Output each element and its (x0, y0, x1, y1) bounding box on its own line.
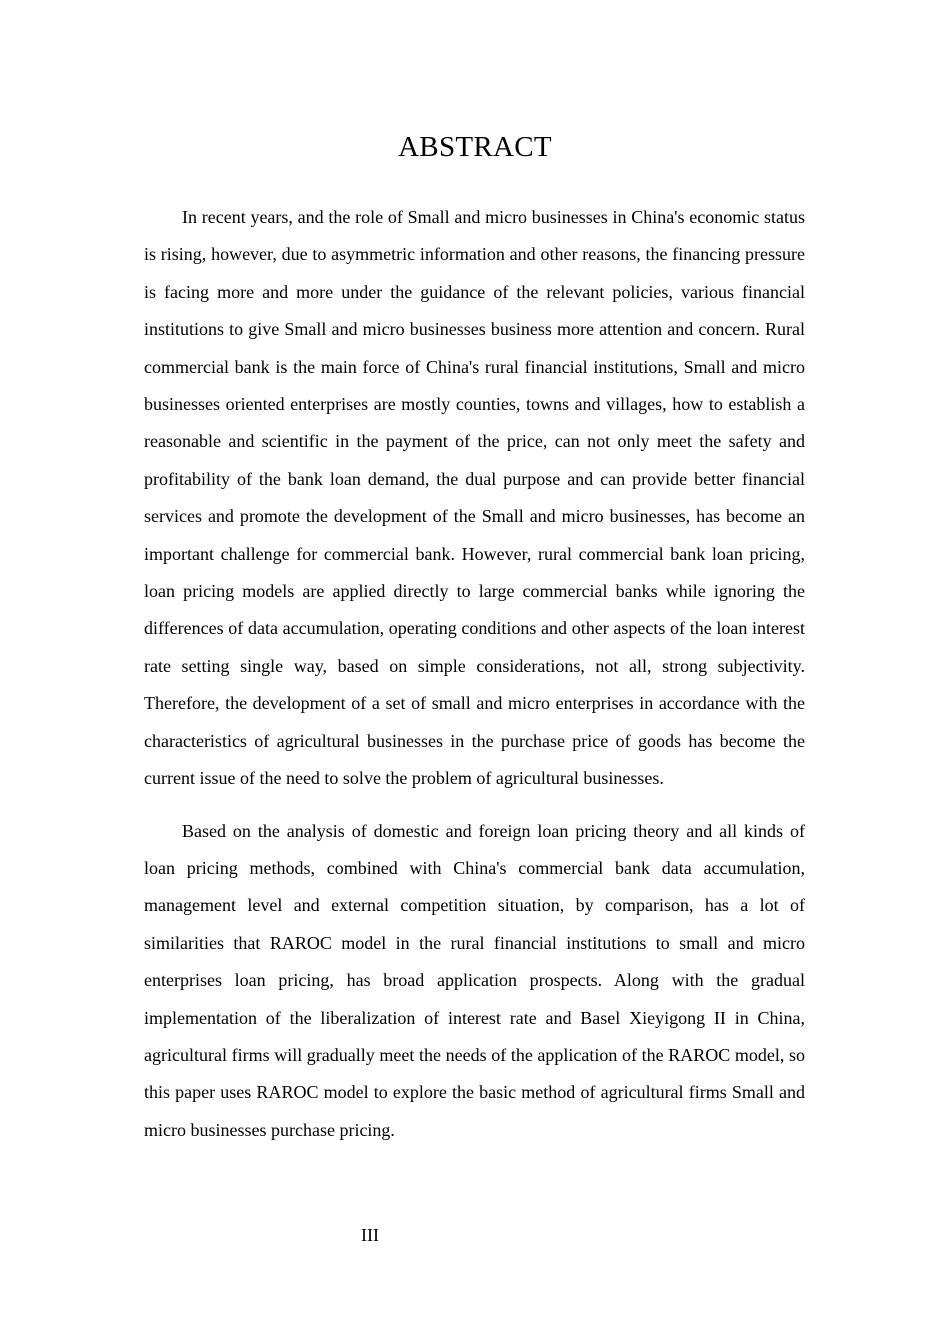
abstract-paragraph-2: Based on the analysis of domestic and foreign loan pricing theory and all kinds of loan pricing methods, combined with China's commercial bank data accumulation, management level and external competition situation, by comparison, has a lot of similarities that RAROC model in the rural financial institutions to small and micro enterprises loan pricing, has broad application prospects. Along with the gradual implementation of the liberalization of interest rate and Basel Xieyigong II in China, agricultural firms will gradually meet the needs of the application of the RAROC model, so this paper uses RAROC model to explore the basic method of agricultural firms Small and micro businesses purchase pricing. (144, 820, 805, 1140)
abstract-paragraph-1: In recent years, and the role of Small and micro businesses in China's economic status is rising, however, due to asymmetric information and other reasons, the financing pressure is facing more and more under the guidance of the relevant policies, various financial institutions to give Small and micro businesses business more attention and concern. Rural commercial bank is the main force of China's rural financial institutions, Small and micro businesses oriented enterprises are mostly counties, towns and villages, how to establish a reasonable and scientific in the payment of the price, can not only meet the safety and profitability of the bank loan demand, the dual purpose and can provide better financial services and promote the development of the Small and micro businesses, has become an important challenge for commercial bank. However, rural commercial bank loan pricing, loan pricing models are applied directly to large commercial banks while ignoring the differences of data accumulation, operating conditions and other aspects of the loan interest rate setting single way, based on simple considerations, not all, strong subjectivity. Therefore, the development of a set of small and micro enterprises in accordance with the characteristics of agricultural businesses in the purchase price of goods has become the current issue of the need to solve the problem of agricultural businesses. (144, 207, 805, 789)
page-number: III (361, 1225, 379, 1245)
abstract-body (144, 199, 805, 1149)
abstract-title: ABSTRACT (398, 131, 552, 163)
